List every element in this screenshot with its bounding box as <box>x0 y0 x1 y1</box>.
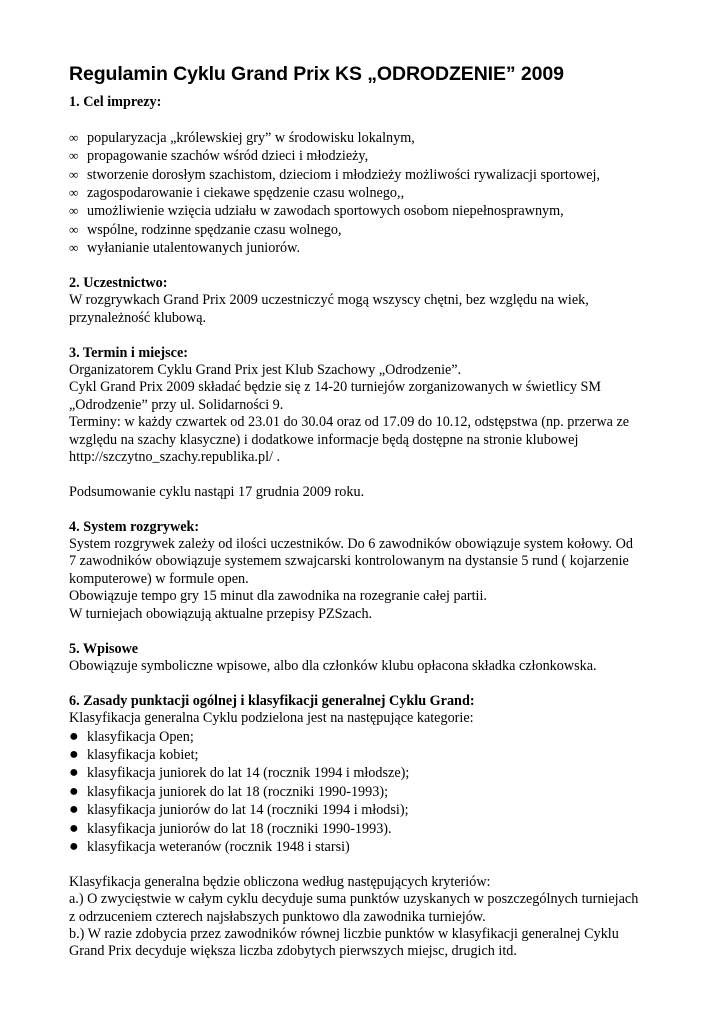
infinity-bullet-icon: ∞ <box>69 148 79 164</box>
club-url: http://szczytno_szachy.republika.pl/ . <box>69 449 281 466</box>
paragraph-line: Klasyfikacja generalna będzie obliczona według następujących kryteriów: <box>69 873 491 890</box>
summary-line: Podsumowanie cyklu nastąpi 17 grudnia 2009 roku. <box>69 483 365 500</box>
list-item: ● klasyfikacja juniorek do lat 14 (rocznik 1994 i młodsze); <box>69 764 410 782</box>
paragraph-line: b.) W razie zdobycia przez zawodników równej liczbie punktów w klasyfikacji generalnej Cyklu <box>69 925 619 942</box>
paragraph-line: komputerowe) w formule open. <box>69 570 249 587</box>
paragraph-line: 7 zawodników obowiązuje systemem szwajcarski kontrolowanym na dystansie 5 rund ( kojarzenie <box>69 553 629 570</box>
list-item: ● klasyfikacja juniorek do lat 18 (roczniki 1990-1993); <box>69 782 389 800</box>
dot-bullet-icon: ● <box>69 745 79 763</box>
document-title: Regulamin Cyklu Grand Prix KS „ODRODZENIE” 2009 <box>69 63 564 85</box>
list-item: ∞ propagowanie szachów wśród dzieci i młodzieży, <box>69 148 369 165</box>
infinity-bullet-icon: ∞ <box>69 166 79 182</box>
dot-bullet-icon: ● <box>69 801 79 819</box>
list-item: ∞ zagospodarowanie i ciekawe spędzenie czasu wolnego,, <box>69 185 405 202</box>
infinity-bullet-icon: ∞ <box>69 240 79 256</box>
list-item: ● klasyfikacja kobiet; <box>69 745 199 763</box>
paragraph-line: System rozgrywek zależy od ilości uczestników. Do 6 zawodników obowiązuje system kołowy. Od <box>69 536 633 553</box>
paragraph-line: W rozgrywkach Grand Prix 2009 uczestniczyć mogą wszyscy chętni, bez względu na wiek, <box>69 292 589 309</box>
section-1-list <box>69 129 684 258</box>
section-2-title: 2. Uczestnictwo: <box>69 275 168 292</box>
paragraph-line: W turniejach obowiązują aktualne przepisy PZSzach. <box>69 605 373 622</box>
paragraph-line: Terminy: w każdy czwartek od 23.01 do 30.04 oraz od 17.09 do 10.12, odstępstwa (np. przerwa ze <box>69 414 630 431</box>
paragraph-line: Cykl Grand Prix 2009 składać będzie się z 14-20 turniejów zorganizowanych w świetlicy SM <box>69 379 602 396</box>
paragraph-line: a.) O zwycięstwie w całym cyklu decyduje suma punktów uzyskanych w poszczególnych turniejach <box>69 891 639 908</box>
dot-bullet-icon: ● <box>69 782 79 800</box>
list-item: ∞ umożliwienie wzięcia udziału w zawodach sportowych osobom niepełnosprawnym, <box>69 203 564 220</box>
infinity-bullet-icon: ∞ <box>69 203 79 219</box>
paragraph-line: Organizatorem Cyklu Grand Prix jest Klub Szachowy „Odrodzenie”. <box>69 362 462 379</box>
list-item: ∞ stworzenie dorosłym szachistom, dzieciom i młodzieży możliwości rywalizacji sportowej, <box>69 166 600 183</box>
dot-bullet-icon: ● <box>69 764 79 782</box>
section-3-title: 3. Termin i miejsce: <box>69 344 188 361</box>
list-item: ● klasyfikacja Open; <box>69 727 194 745</box>
infinity-bullet-icon: ∞ <box>69 221 79 237</box>
infinity-bullet-icon: ∞ <box>69 129 79 145</box>
section-4-title: 4. System rozgrywek: <box>69 518 200 535</box>
paragraph-line: „Odrodzenie” przy ul. Solidarności 9. <box>69 396 284 413</box>
paragraph-line: z odrzuceniem czterech najsłabszych punktowo dla zawodnika turniejów. <box>69 908 486 925</box>
section-5-title: 5. Wpisowe <box>69 640 139 657</box>
paragraph-line: Klasyfikacja generalna Cyklu podzielona jest na następujące kategorie: <box>69 710 474 727</box>
infinity-bullet-icon: ∞ <box>69 185 79 201</box>
dot-bullet-icon: ● <box>69 727 79 745</box>
paragraph-line: przynależność klubową. <box>69 309 207 326</box>
section-6-title: 6. Zasady punktacji ogólnej i klasyfikacji generalnej Cyklu Grand: <box>69 692 475 709</box>
list-item: ∞ wyłanianie utalentowanych juniorów. <box>69 240 301 257</box>
paragraph-line: Obowiązuje symboliczne wpisowe, albo dla członków klubu opłacona składka członkowska. <box>69 657 597 674</box>
dot-bullet-icon: ● <box>69 819 79 837</box>
list-item: ● klasyfikacja juniorów do lat 18 (roczniki 1990-1993). <box>69 819 392 837</box>
list-item: ● klasyfikacja weteranów (rocznik 1948 i starsi) <box>69 837 350 855</box>
paragraph-line: względu na szachy klasyczne) i dodatkowe informacje będą dostępne na stronie klubowej <box>69 431 579 448</box>
list-item: ∞ popularyzacja „królewskiej gry” w środowisku lokalnym, <box>69 129 415 146</box>
paragraph-line: Obowiązuje tempo gry 15 minut dla zawodnika na rozegranie całej partii. <box>69 588 487 605</box>
paragraph-line: Grand Prix decyduje większa liczba zdobytych pierwszych miejsc, drugich itd. <box>69 943 517 960</box>
section-6-list <box>69 728 684 857</box>
section-1-title: 1. Cel imprezy: <box>69 94 162 110</box>
dot-bullet-icon: ● <box>69 837 79 855</box>
list-item: ∞ wspólne, rodzinne spędzanie czasu wolnego, <box>69 221 342 238</box>
list-item: ● klasyfikacja juniorów do lat 14 (roczniki 1994 i młodsi); <box>69 801 409 819</box>
